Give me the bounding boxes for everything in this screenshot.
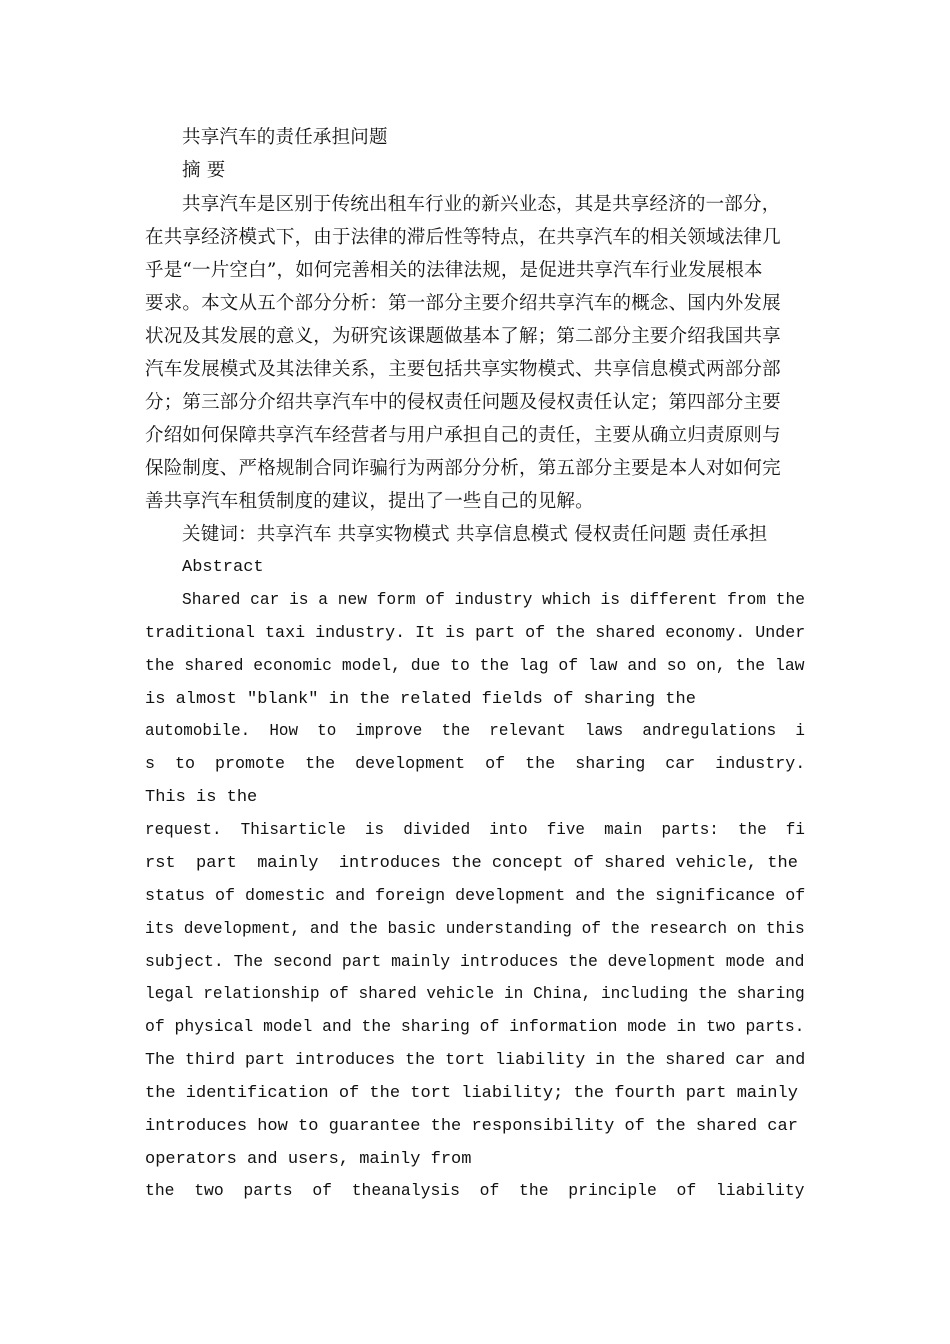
abstract-cn-line: 分；第三部分介绍共享汽车中的侵权责任问题及侵权责任认定；第四部分主要 [145,392,781,413]
abstract-en-line: status of domestic and foreign development and the significance of [145,887,806,906]
abstract-cn-line: 保险制度、严格规制合同诈骗行为两部分分析，第五部分主要是本人对如何完 [145,458,781,479]
abstract-en-line: subject. The second part mainly introduces the development mode and [145,953,805,972]
abstract-en-line: The third part introduces the tort liability in the shared car and [145,1051,806,1070]
abstract-en-line: automobile. How to improve the relevant laws andregulations i [145,722,805,741]
abstract-en-line: introduces how to guarantee the responsibility of the shared car [145,1117,798,1136]
abstract-en-line: operators and users, mainly from [145,1150,472,1169]
abstract-en-line: This is the [145,788,258,807]
abstract-en-line: s to promote the development of the sharing car industry. [145,755,806,774]
abstract-en-line: of physical model and the sharing of information mode in two parts. [145,1018,805,1037]
abstract-cn-line: 要求。本文从五个部分分析：第一部分主要介绍共享汽车的概念、国内外发展 [145,293,781,314]
abstract-en-line: Shared car is a new form of industry which is different from the [182,591,805,610]
abstract-cn-line: 善共享汽车租赁制度的建议，提出了一些自己的见解。 [145,491,594,512]
abstract-en-line: its development, and the basic understanding of the research on this [145,920,805,939]
abstract-cn-line: 共享汽车是区别于传统出租车行业的新兴业态，其是共享经济的一部分， [182,194,781,215]
abstract-cn-line: 乎是“一片空白”，如何完善相关的法律法规，是促进共享汽车行业发展根本 [145,260,763,281]
abstract-en-line: the identification of the tort liability; the fourth part mainly [145,1084,798,1103]
abstract-cn-line: 在共享经济模式下，由于法律的滞后性等特点，在共享汽车的相关领域法律几 [145,227,781,248]
abstract-en-line: the shared economic model, due to the lag of law and so on, the law [145,657,805,676]
abstract-en-line: the two parts of theanalysis of the principle of liability [145,1182,805,1201]
abstract-en-line: legal relationship of shared vehicle in China, including the sharing [145,985,805,1004]
document-title: 共享汽车的责任承担问题 [182,127,388,148]
abstract-cn-line: 介绍如何保障共享汽车经营者与用户承担自己的责任，主要从确立归责原则与 [145,425,781,446]
abstract-heading-cn: 摘 要 [182,160,226,181]
keywords-line: 关键词：共享汽车 共享实物模式 共享信息模式 侵权责任问题 责任承担 [182,524,768,545]
abstract-cn-line: 汽车发展模式及其法律关系，主要包括共享实物模式、共享信息模式两部分部 [145,359,781,380]
abstract-en-line: traditional taxi industry. It is part of the shared economy. Under [145,624,806,643]
abstract-heading-en: Abstract [182,558,264,577]
abstract-en-line: rst part mainly introduces the concept of shared vehicle, the [145,854,798,873]
abstract-en-line: request. Thisarticle is divided into five main parts: the fi [145,821,805,840]
abstract-cn-line: 状况及其发展的意义，为研究该课题做基本了解；第二部分主要介绍我国共享 [145,326,781,347]
abstract-en-line: is almost "blank" in the related fields of sharing the [145,690,696,709]
